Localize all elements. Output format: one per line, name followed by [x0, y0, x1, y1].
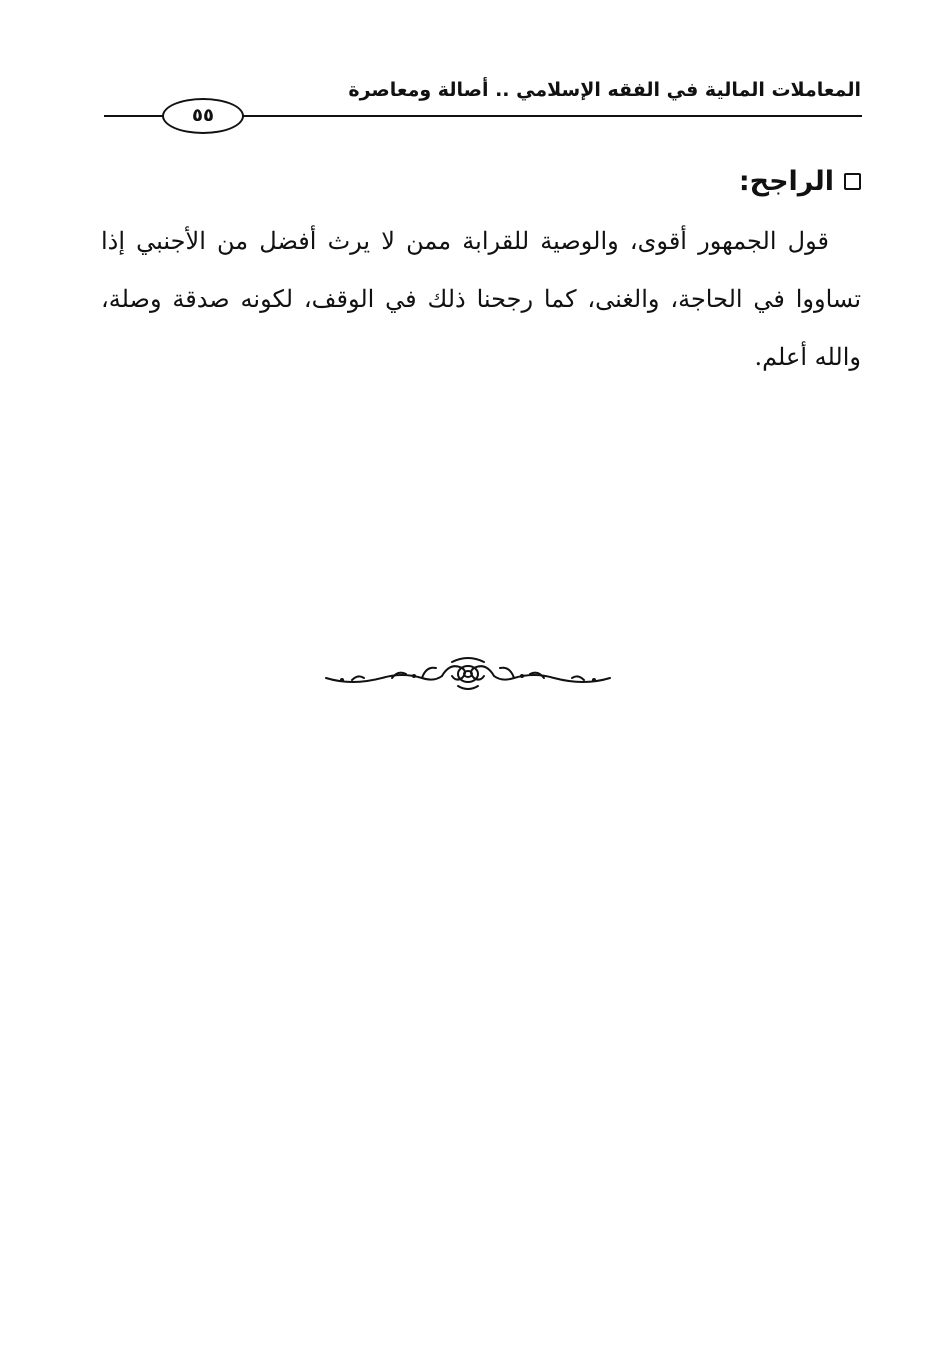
section-heading — [561, 160, 861, 204]
body-paragraph: قول الجمهور أقوى، والوصية للقرابة ممن لا يرث أفضل من الأجنبي إذا تساووا في الحاجة، والغنى، كما رجحنا ذلك في الوقف، لكونه صدقة وصلة، والله أعلم. — [101, 227, 861, 371]
running-header-title: المعاملات المالية في الفقه الإسلامي .. أصالة ومعاصرة — [348, 79, 861, 101]
page-number-badge: ٥٥ — [162, 98, 244, 134]
checkbox-icon — [844, 173, 861, 190]
section-heading-text: الراجح: — [738, 166, 834, 197]
ornament-divider-icon — [322, 652, 614, 696]
body-paragraph-block — [101, 212, 861, 386]
